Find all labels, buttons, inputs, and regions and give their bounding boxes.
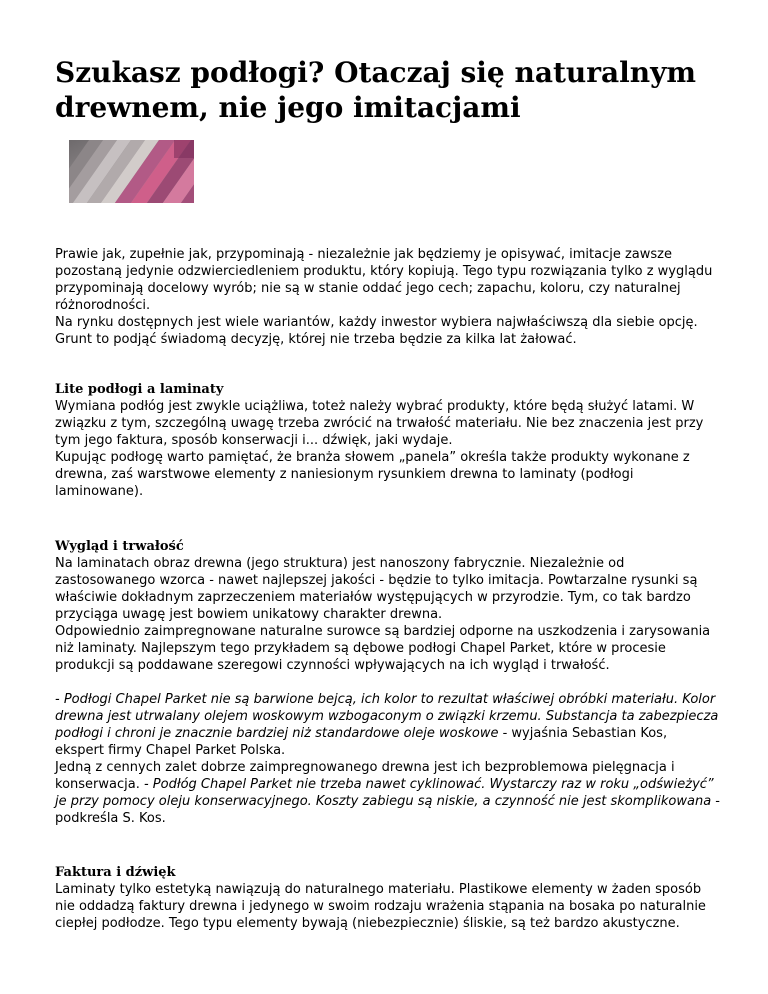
section-paragraph: Laminaty tylko estetyką nawiązują do naturalnego materiału. Plastikowe elementy w żaden sposób nie oddadzą faktury drewna i jedynego w swoim rodzaju wrażenia stąpania na bosaka po naturalnie ciepłej podłodze. Tego typu elementy bywają (niebezpiecznie) śliskie, są też bardzo akustyczne. xyxy=(55,882,706,931)
article-title: Szukasz podłogi? Otaczaj się naturalnym drewnem, nie jego imitacjami xyxy=(55,56,697,124)
section-faktura xyxy=(55,864,720,932)
section-wyglad xyxy=(55,538,720,827)
section-paragraph: Wymiana podłóg jest zwykle uciążliwa, toteż należy wybrać produkty, które będą służyć latami. W związku z tym, szczególną uwagę trzeba zwrócić na trwałość materiału. Nie bez znaczenia jest przy tym jego faktura, sposób konserwacji i... dźwięk, jaki wydaje. xyxy=(55,399,704,448)
quote-paragraph xyxy=(55,691,720,759)
section-paragraph: Odpowiednio zaimpregnowane naturalne surowce są bardziej odporne na uszkodzenia i zarysowania niż laminaty. Najlepszym tego przykładem są dębowe podłogi Chapel Parket, które w procesie produkcji są poddawane szeregowi czynności wpływających na ich wygląd i trwałość. xyxy=(55,624,711,673)
section-paragraph: Kupując podłogę warto pamiętać, że branża słowem „panela” określa także produkty wykonane z drewna, zaś warstwowe elementy z naniesionym rysunkiem drewna to laminaty (podłogi laminowane). xyxy=(55,450,690,499)
intro-paragraph-2: Na rynku dostępnych jest wiele wariantów, każdy inwestor wybiera najwłaściwszą dla siebie opcję. Grunt to podjąć świadomą decyzję, której nie trzeba będzie za kilka lat żałować. xyxy=(55,315,698,347)
floor-photo xyxy=(69,140,194,203)
quote-attribution: - wyjaśnia Sebastian Kos, ekspert firmy Chapel Parket Polska. xyxy=(55,726,668,758)
section-heading: Faktura i dźwięk xyxy=(55,865,176,880)
section-heading: Wygląd i trwałość xyxy=(55,539,184,554)
spacer xyxy=(55,674,720,691)
quote-attribution: - podkreśla S. Kos. xyxy=(55,794,720,826)
section-lite-podlogi xyxy=(55,381,720,500)
intro-paragraph-1: Prawie jak, zupełnie jak, przypominają - niezależnie jak będziemy je opisywać, imitacje zawsze pozostaną jedynie odzwierciedleniem produktu, który kopiują. Tego typu rozwiązania tylko z wyglądu przypominają docelowy wyrób; nie są w stanie oddać jego cech; zapachu, koloru, czy naturalnej różnorodności. xyxy=(55,247,713,313)
section-heading: Lite podłogi a laminaty xyxy=(55,382,224,397)
intro xyxy=(55,246,720,348)
quote-text: - Podłóg Chapel Parket nie trzeba nawet cyklinować. Wystarczy raz w roku „odświeżyć” je przy pomocy oleju konserwacyjnego. Koszty zabiegu są niskie, a czynność nie jest skomplikowana xyxy=(55,777,714,809)
quote-lead: Jedną z cennych zalet dobrze zaimpregnowanego drewna jest ich bezproblemowa pielęgnacja i konserwacja. xyxy=(55,760,675,792)
section-paragraph: Na laminatach obraz drewna (jego struktura) jest nanoszony fabrycznie. Niezależnie od zastosowanego wzorca - nawet najlepszej jakości - będzie to tylko imitacja. Powtarzalne rysunki są właściwie dokładnym zaprzeczeniem materiałów występujących w przyrodzie. Tym, co tak bardzo przyciąga uwagę jest bowiem unikatowy charakter drewna. xyxy=(55,556,698,622)
quote-paragraph xyxy=(55,759,720,827)
quote-text: - Podłogi Chapel Parket nie są barwione bejcą, ich kolor to rezultat właściwej obróbki materiału. Kolor drewna jest utrwalany olejem woskowym wzbogaconym o związki krzemu. Substancja ta zabezpiecza podłogi i chroni je znacznie bardziej niż standardowe oleje woskowe xyxy=(55,692,719,741)
